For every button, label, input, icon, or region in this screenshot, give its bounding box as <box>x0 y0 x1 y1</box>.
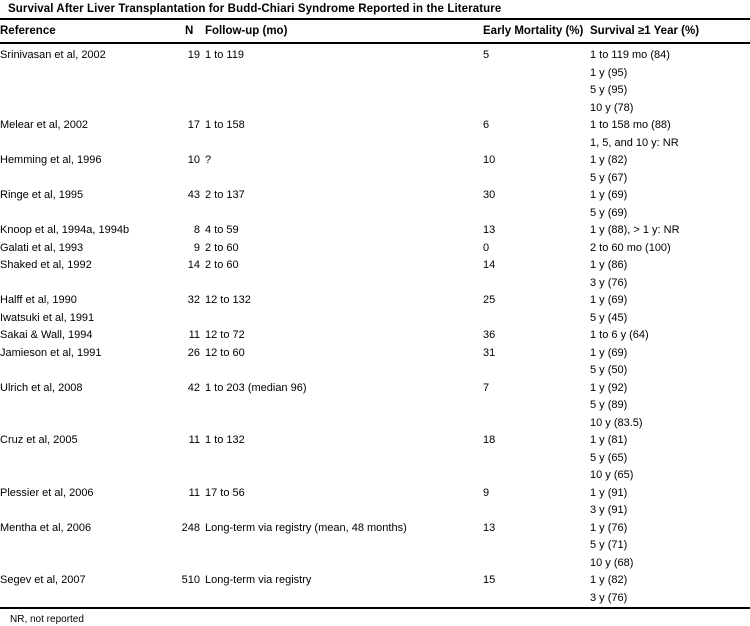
survival-cell <box>590 292 750 327</box>
n-cell <box>175 240 205 258</box>
n-cell <box>175 380 205 433</box>
cell-line: Ringe et al, 1995 <box>0 189 84 201</box>
cell-line: 10 <box>187 154 200 166</box>
cell-line: 15 <box>483 574 496 586</box>
n-cell <box>175 292 205 327</box>
cell-line: Halff et al, 1990 <box>0 294 77 306</box>
n-cell <box>175 222 205 240</box>
cell-line: Iwatsuki et al, 1991 <box>0 311 95 324</box>
table-row <box>0 292 750 327</box>
table-row <box>0 43 750 117</box>
table-row <box>0 152 750 187</box>
early-mortality-cell <box>483 257 590 292</box>
table-row <box>0 327 750 345</box>
early-mortality-cell <box>483 222 590 240</box>
followup-cell <box>205 257 483 292</box>
cell-line: 25 <box>483 294 496 306</box>
cell-line: 11 <box>188 329 200 341</box>
cell-line: Galati et al, 1993 <box>0 241 84 254</box>
survival-cell <box>590 432 750 485</box>
n-cell <box>175 117 205 152</box>
cell-line: 19 <box>187 49 200 61</box>
cell-line: 11 <box>188 486 200 499</box>
cell-line: 10 y (78) <box>590 101 634 114</box>
n-cell <box>175 43 205 117</box>
cell-line: 13 <box>483 521 496 534</box>
reference-cell <box>0 572 175 607</box>
cell-line: 2 to 137 <box>205 189 245 201</box>
reference-cell <box>0 345 175 380</box>
cell-line: 14 <box>483 259 496 271</box>
cell-line: 3 y (76) <box>590 591 628 604</box>
reference-cell <box>0 485 175 520</box>
cell-line: Cruz et al, 2005 <box>0 434 78 446</box>
survival-cell <box>590 257 750 292</box>
table-row <box>0 222 750 240</box>
cell-line: 12 to 72 <box>205 329 245 341</box>
cell-line: 3 y (76) <box>590 276 628 289</box>
cell-line: 30 <box>483 189 496 201</box>
cell-line: 1 y (88), > 1 y: NR <box>590 224 680 236</box>
cell-line: 1 to 158 mo (88) <box>590 119 671 131</box>
cell-line: 2 to 60 mo (100) <box>590 241 671 254</box>
cell-line: 13 <box>483 224 496 236</box>
survival-cell <box>590 152 750 187</box>
cell-line: 1 y (69) <box>590 294 628 306</box>
followup-cell <box>205 432 483 485</box>
reference-cell <box>0 152 175 187</box>
cell-line: 510 <box>181 574 200 586</box>
followup-cell <box>205 380 483 433</box>
cell-line: Plessier et al, 2006 <box>0 486 94 499</box>
cell-line: 31 <box>483 346 496 359</box>
cell-line: Knoop et al, 1994a, 1994b <box>0 224 130 236</box>
table-row <box>0 432 750 485</box>
reference-cell <box>0 240 175 258</box>
followup-cell <box>205 572 483 607</box>
cell-line: Segev et al, 2007 <box>0 574 86 586</box>
footnote: NR, not reported <box>10 613 84 625</box>
cell-line: Shaked et al, 1992 <box>0 259 92 271</box>
cell-line: 1 to 6 y (64) <box>590 329 649 341</box>
table-row <box>0 485 750 520</box>
early-mortality-cell <box>483 327 590 345</box>
reference-cell <box>0 257 175 292</box>
cell-line: 5 y (50) <box>590 364 628 376</box>
reference-cell <box>0 380 175 433</box>
cell-line: 10 y (68) <box>590 556 634 569</box>
table-row <box>0 187 750 222</box>
cell-line: 42 <box>187 381 200 394</box>
n-cell <box>175 257 205 292</box>
cell-line: 5 <box>483 49 490 61</box>
survival-cell <box>590 520 750 573</box>
cell-line: 1 y (82) <box>590 154 628 166</box>
cell-line: 10 y (65) <box>590 469 634 481</box>
survival-cell <box>590 572 750 607</box>
cell-line: 10 y (83.5) <box>590 416 643 429</box>
cell-line: 248 <box>181 521 200 534</box>
header-row <box>0 20 750 43</box>
reference-cell <box>0 432 175 485</box>
cell-line: 1 y (92) <box>590 381 628 394</box>
table-row <box>0 257 750 292</box>
n-cell <box>175 327 205 345</box>
cell-line: 1 to 203 (median 96) <box>205 381 307 394</box>
followup-cell <box>205 485 483 520</box>
survival-cell <box>590 43 750 117</box>
n-cell <box>175 187 205 222</box>
cell-line: 7 <box>483 381 490 394</box>
followup-cell <box>205 222 483 240</box>
cell-line: 1 y (86) <box>590 259 628 271</box>
survival-cell <box>590 345 750 380</box>
table-row <box>0 380 750 433</box>
table-title: Survival After Liver Transplantation for Budd-Chiari Syndrome Reported in the Literature <box>8 3 502 15</box>
followup-cell <box>205 240 483 258</box>
n-cell <box>175 485 205 520</box>
cell-line: Hemming et al, 1996 <box>0 154 102 166</box>
table-row <box>0 345 750 380</box>
cell-line: 17 <box>187 119 200 131</box>
cell-line: 1 y (95) <box>590 66 628 79</box>
cell-line: 9 <box>483 486 490 499</box>
cell-line: 1 y (82) <box>590 574 628 586</box>
early-mortality-cell <box>483 292 590 327</box>
survival-cell <box>590 240 750 258</box>
cell-line: 3 y (91) <box>590 504 628 516</box>
cell-line: 1 to 132 <box>205 434 245 446</box>
n-cell <box>175 432 205 485</box>
early-mortality-cell <box>483 520 590 573</box>
early-mortality-cell <box>483 187 590 222</box>
cell-line: 14 <box>187 259 200 271</box>
cell-line: Melear et al, 2002 <box>0 119 89 131</box>
table-row <box>0 117 750 152</box>
cell-line: 12 to 132 <box>205 294 251 306</box>
reference-cell <box>0 222 175 240</box>
cell-line: 5 y (45) <box>590 311 628 324</box>
table-row <box>0 572 750 607</box>
early-mortality-cell <box>483 117 590 152</box>
cell-line: 26 <box>187 346 200 359</box>
cell-line: 5 y (65) <box>590 451 628 464</box>
cell-line: 1 to 119 <box>205 49 244 61</box>
early-mortality-cell <box>483 380 590 433</box>
cell-line: Mentha et al, 2006 <box>0 521 92 534</box>
survival-table <box>0 20 750 607</box>
followup-cell <box>205 117 483 152</box>
cell-line: 2 to 60 <box>205 241 239 254</box>
n-cell <box>175 572 205 607</box>
followup-cell <box>205 327 483 345</box>
survival-cell <box>590 222 750 240</box>
cell-line: Jamieson et al, 1991 <box>0 346 102 359</box>
n-cell <box>175 152 205 187</box>
early-mortality-cell <box>483 345 590 380</box>
cell-line: 2 to 60 <box>205 259 239 271</box>
followup-cell <box>205 43 483 117</box>
cell-line: ? <box>205 154 212 166</box>
survival-cell <box>590 327 750 345</box>
cell-line: 4 to 59 <box>205 224 239 236</box>
n-cell <box>175 520 205 573</box>
col-header-reference: Reference <box>0 20 175 43</box>
cell-line: 36 <box>483 329 496 341</box>
cell-line: 1 to 158 <box>205 119 245 131</box>
reference-cell <box>0 292 175 327</box>
followup-cell <box>205 345 483 380</box>
cell-line: 1 y (81) <box>590 434 628 446</box>
cell-line: 0 <box>483 241 490 254</box>
early-mortality-cell <box>483 572 590 607</box>
table-row <box>0 240 750 258</box>
survival-cell <box>590 485 750 520</box>
cell-line: 1, 5, and 10 y: NR <box>590 136 679 149</box>
survival-cell <box>590 117 750 152</box>
col-header-followup: Follow-up (mo) <box>205 20 483 43</box>
cell-line: Long-term via registry <box>205 574 312 586</box>
reference-cell <box>0 43 175 117</box>
followup-cell <box>205 152 483 187</box>
survival-cell <box>590 187 750 222</box>
cell-line: Long-term via registry (mean, 48 months) <box>205 521 407 534</box>
cell-line: 5 y (67) <box>590 171 628 184</box>
reference-cell <box>0 117 175 152</box>
cell-line: 12 to 60 <box>205 346 245 359</box>
cell-line: 6 <box>483 119 490 131</box>
col-header-early-mortality: Early Mortality (%) <box>483 20 590 43</box>
cell-line: 9 <box>193 241 200 254</box>
cell-line: 1 y (69) <box>590 346 628 359</box>
table-body <box>0 43 750 607</box>
col-header-survival: Survival ≥1 Year (%) <box>590 20 750 43</box>
cell-line: 10 <box>483 154 496 166</box>
reference-cell <box>0 520 175 573</box>
early-mortality-cell <box>483 152 590 187</box>
cell-line: 5 y (71) <box>590 539 628 551</box>
reference-cell <box>0 327 175 345</box>
cell-line: 18 <box>483 434 496 446</box>
n-cell <box>175 345 205 380</box>
cell-line: 17 to 56 <box>205 486 245 499</box>
cell-line: 32 <box>187 294 200 306</box>
cell-line: 5 y (95) <box>590 84 628 96</box>
cell-line: Srinivasan et al, 2002 <box>0 49 106 61</box>
cell-line: Ulrich et al, 2008 <box>0 381 83 394</box>
cell-line: 1 y (91) <box>590 486 628 499</box>
col-header-n: N <box>175 20 205 43</box>
cell-line: 43 <box>187 189 200 201</box>
reference-cell <box>0 187 175 222</box>
cell-line: 5 y (89) <box>590 399 628 411</box>
early-mortality-cell <box>483 240 590 258</box>
table-header <box>0 20 750 43</box>
cell-line: 5 y (69) <box>590 206 628 219</box>
cell-line: 1 y (76) <box>590 521 628 534</box>
early-mortality-cell <box>483 432 590 485</box>
survival-cell <box>590 380 750 433</box>
cell-line: 11 <box>188 434 200 446</box>
followup-cell <box>205 292 483 327</box>
followup-cell <box>205 520 483 573</box>
cell-line: 1 to 119 mo (84) <box>590 49 670 61</box>
cell-line: 1 y (69) <box>590 189 628 201</box>
followup-cell <box>205 187 483 222</box>
cell-line: 8 <box>193 224 200 236</box>
table-row <box>0 520 750 573</box>
cell-line: Sakai & Wall, 1994 <box>0 329 93 341</box>
early-mortality-cell <box>483 43 590 117</box>
early-mortality-cell <box>483 485 590 520</box>
